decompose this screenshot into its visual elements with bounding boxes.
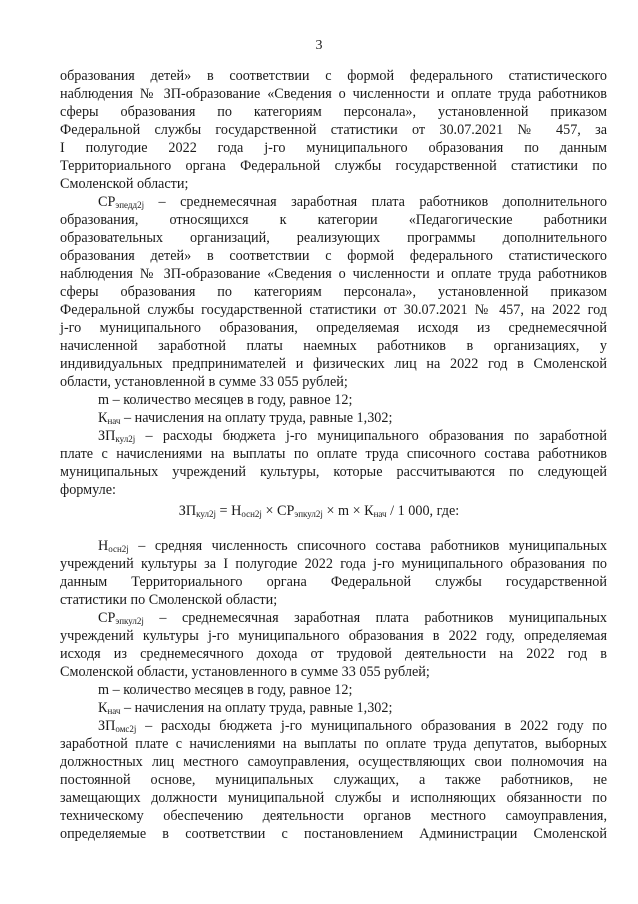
text-line bbox=[60, 229, 607, 247]
line-text: m – количество месяцев в году, равное 12; bbox=[98, 392, 353, 408]
line-text: Территориального органа Федеральной службы государственной статистики по bbox=[60, 158, 607, 174]
line-text: постоянной основе, муниципальных служащих, а также работников, не bbox=[60, 772, 607, 788]
symbol: К bbox=[98, 700, 108, 716]
text-line bbox=[98, 717, 607, 735]
symbol: СР bbox=[98, 194, 116, 210]
text-line bbox=[98, 609, 607, 627]
line-text: – начисления на оплату труда, равные 1,302; bbox=[120, 410, 393, 426]
line-text: – расходы бюджета j-го муниципального образования в 2022 году по bbox=[136, 718, 607, 734]
formula-operator-m: × m × bbox=[322, 503, 365, 519]
symbol-subscript: нач bbox=[107, 416, 121, 426]
text-line bbox=[60, 645, 607, 663]
symbol: ЗП bbox=[98, 718, 116, 734]
line-text: заработной плате с начислениями на выплаты по оплате труда депутатов, выборных bbox=[60, 736, 607, 752]
line-text: статистики по Смоленской области; bbox=[60, 592, 278, 608]
text-line bbox=[98, 699, 607, 717]
line-text: муниципальных учреждений культуры, которые рассчитываются по следующей bbox=[60, 464, 607, 480]
symbol: К bbox=[98, 410, 108, 426]
line-text: образовательных организаций, реализующих программы дополнительного bbox=[60, 230, 607, 246]
line-text: – среднемесячная заработная плата работников дополнительного bbox=[144, 194, 607, 210]
line-text: образования, относящихся к категории «Педагогические работники bbox=[60, 212, 607, 228]
text-line bbox=[60, 247, 607, 265]
line-text: сферы образования по категориям персонала», установленной приказом bbox=[60, 284, 607, 300]
line-text: образования детей» в соответствии с формой федерального статистического bbox=[60, 248, 607, 264]
line-text: – среднемесячная заработная плата работников муниципальных bbox=[143, 610, 607, 626]
text-line bbox=[60, 103, 607, 121]
text-line bbox=[60, 355, 607, 373]
line-text: области, установленной в сумме 33 055 рублей; bbox=[60, 374, 348, 390]
symbol: СР bbox=[98, 610, 116, 626]
text-line bbox=[60, 555, 607, 573]
text-line bbox=[60, 337, 607, 355]
formula-term-a: Н bbox=[231, 503, 242, 519]
line-text: I полугодие 2022 года j-го муниципального образования по данным bbox=[60, 140, 607, 156]
line-text: индивидуальных предпринимателей и физических лиц на 2022 год в Смоленской bbox=[60, 356, 607, 372]
text-line bbox=[60, 121, 607, 139]
formula-lhs: ЗП bbox=[178, 503, 197, 519]
symbol: ЗП bbox=[98, 428, 116, 444]
symbol-subscript: эпедд2j bbox=[115, 200, 145, 210]
formula-lhs-sub: кул2j bbox=[196, 509, 216, 519]
formula-term-b: СР bbox=[277, 503, 295, 519]
text-line bbox=[60, 753, 607, 771]
formula-term-c-sub: нач bbox=[373, 509, 387, 519]
text-line bbox=[60, 319, 607, 337]
line-text: Смоленской области; bbox=[60, 176, 189, 192]
text-line bbox=[60, 265, 607, 283]
line-text: наблюдения № ЗП-образование «Сведения о численности и оплате труда работников bbox=[60, 266, 607, 282]
text-line bbox=[60, 771, 607, 789]
text-line bbox=[60, 663, 607, 681]
text-line bbox=[60, 735, 607, 753]
line-text: Смоленской области, установленного в сумме 33 055 рублей; bbox=[60, 664, 430, 680]
line-text: должностных лиц местного самоуправления, осуществляющих свои полномочия на bbox=[60, 754, 607, 770]
line-text: учреждений культуры за I полугодие 2022 года j-го муниципального образования по bbox=[60, 556, 607, 572]
text-line bbox=[60, 825, 607, 843]
text-line bbox=[60, 175, 607, 193]
text-line bbox=[60, 807, 607, 825]
formula-equals: = bbox=[215, 503, 232, 519]
formula-tail: / 1 000, где: bbox=[386, 503, 460, 519]
text-line bbox=[60, 301, 607, 319]
text-line bbox=[60, 481, 607, 499]
text-line bbox=[60, 573, 607, 591]
line-text: учреждений культуры j-го муниципального образования в 2022 году, определяемая bbox=[60, 628, 607, 644]
line-text: техническому обеспечению деятельности органов местного самоуправления, bbox=[60, 808, 607, 824]
line-text: формуле: bbox=[60, 482, 116, 498]
line-text: сферы образования по категориям персонала», установленной приказом bbox=[60, 104, 607, 120]
text-line bbox=[98, 391, 607, 409]
symbol-subscript: эпкул2j bbox=[115, 616, 144, 626]
text-line bbox=[60, 85, 607, 103]
text-line bbox=[98, 537, 607, 555]
line-text: Федеральной службы государственной статистики от 30.07.2021 № 457, на 2022 год bbox=[60, 302, 607, 318]
text-line bbox=[98, 427, 607, 445]
line-text: определяемые в соответствии с постановлением Администрации Смоленской bbox=[60, 826, 607, 842]
text-line bbox=[98, 409, 607, 427]
text-line bbox=[60, 445, 607, 463]
line-text: плате с начислениями на выплаты по оплате труда списочного состава работников bbox=[60, 446, 607, 462]
line-text: m – количество месяцев в году, равное 12; bbox=[98, 682, 353, 698]
line-text: исходя из среднемесячного дохода от трудовой деятельности на 2022 год в bbox=[60, 646, 607, 662]
formula bbox=[0, 503, 638, 520]
text-line bbox=[98, 681, 607, 699]
symbol: Н bbox=[98, 538, 109, 554]
line-text: – расходы бюджета j-го муниципального образования по заработной bbox=[135, 428, 607, 444]
text-line bbox=[60, 211, 607, 229]
formula-term-a-sub: осн2j bbox=[241, 509, 262, 519]
line-text: образования детей» в соответствии с формой федерального статистического bbox=[60, 68, 607, 84]
text-line bbox=[60, 157, 607, 175]
formula-term-b-sub: эпкул2j bbox=[294, 509, 323, 519]
symbol-subscript: омс2j bbox=[115, 724, 137, 734]
line-text: – начисления на оплату труда, равные 1,302; bbox=[120, 700, 393, 716]
page-number: 3 bbox=[315, 38, 323, 53]
line-text: Федеральной службы государственной статистики от 30.07.2021 № 457, за bbox=[60, 122, 607, 138]
line-text: наблюдения № ЗП-образование «Сведения о численности и оплате труда работников bbox=[60, 86, 607, 102]
text-line bbox=[60, 67, 607, 85]
text-line bbox=[60, 627, 607, 645]
text-line bbox=[60, 283, 607, 301]
text-line bbox=[60, 373, 607, 391]
text-line bbox=[98, 193, 607, 211]
text-line bbox=[60, 139, 607, 157]
symbol-subscript: нач bbox=[107, 706, 121, 716]
text-line bbox=[60, 463, 607, 481]
line-text: начисленной заработной платы наемных работников в организациях, у bbox=[60, 338, 607, 354]
formula-term-c: К bbox=[364, 503, 374, 519]
symbol-subscript: осн2j bbox=[108, 544, 129, 554]
text-line bbox=[60, 789, 607, 807]
symbol-subscript: кул2j bbox=[115, 434, 136, 444]
line-text: замещающих должности муниципальной службы и исполняющих обязанности по bbox=[60, 790, 607, 806]
line-text: данным Территориального органа Федеральной службы государственной bbox=[60, 574, 607, 590]
text-line bbox=[60, 591, 607, 609]
line-text: – средняя численность списочного состава работников муниципальных bbox=[128, 538, 607, 554]
line-text: j-го муниципального образования, определяемая исходя из среднемесячной bbox=[60, 320, 607, 336]
formula-operator: × bbox=[261, 503, 277, 519]
